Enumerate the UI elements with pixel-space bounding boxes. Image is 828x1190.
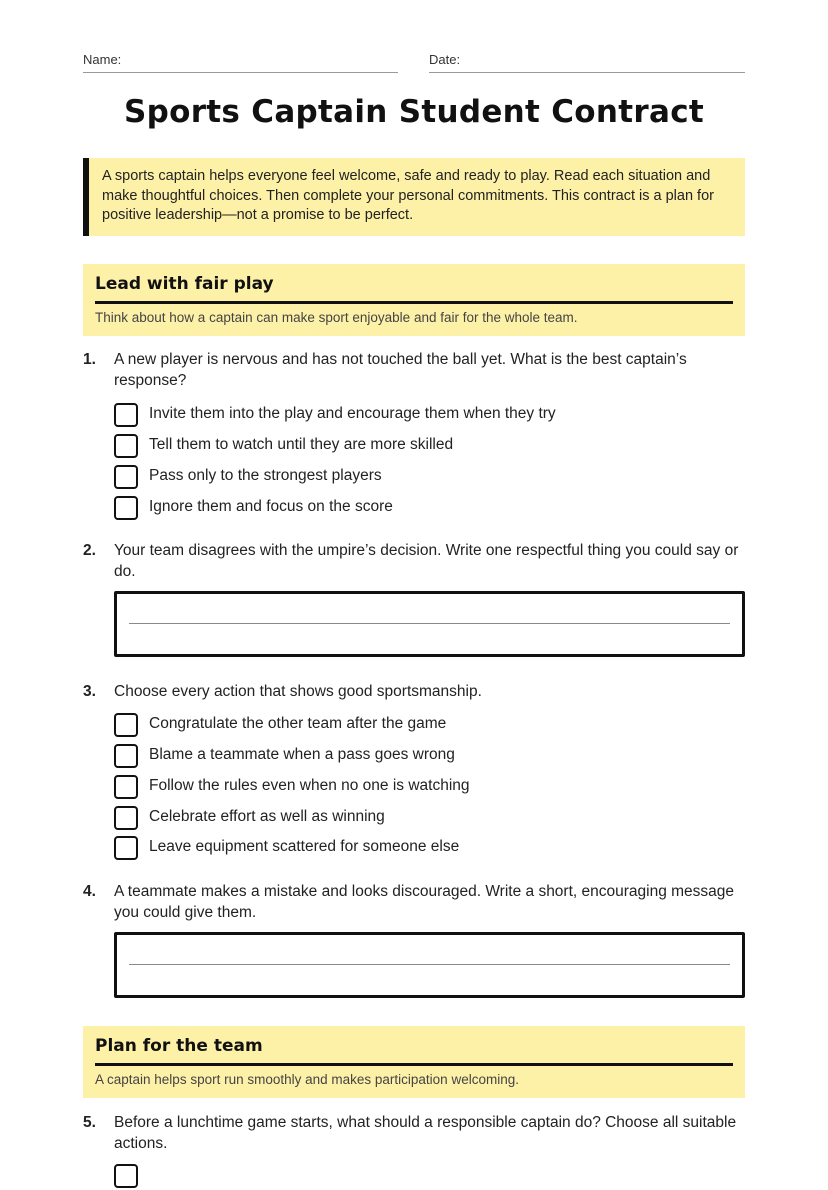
checkbox[interactable] xyxy=(114,744,138,768)
checkbox[interactable] xyxy=(114,1164,138,1188)
question-text: Choose every action that shows good sportsmanship. xyxy=(114,683,482,700)
section-fair-play xyxy=(83,264,745,336)
student-info-row xyxy=(83,52,745,74)
checkbox[interactable] xyxy=(114,465,138,489)
option-label: Ignore them and focus on the score xyxy=(149,498,393,515)
page-title: Sports Captain Student Contract xyxy=(124,94,704,130)
option-label: Tell them to watch until they are more skilled xyxy=(149,436,454,453)
name-label: Name: xyxy=(83,52,122,67)
name-field[interactable] xyxy=(83,52,398,73)
option-checkbox[interactable] xyxy=(114,496,734,522)
option-checkbox[interactable] xyxy=(114,434,734,460)
option-label: Follow the rules even when no one is watching xyxy=(149,777,470,794)
section-plan-for-team xyxy=(83,1026,745,1098)
option-checkbox[interactable] xyxy=(114,465,734,491)
checkbox[interactable] xyxy=(114,836,138,860)
option-checkbox[interactable] xyxy=(114,1164,734,1190)
question-number: 4. xyxy=(83,883,96,900)
checkbox[interactable] xyxy=(114,806,138,830)
question-number: 2. xyxy=(83,542,96,559)
question-text: Your team disagrees with the umpire’s decision. Write one respectful thing you could say or do. xyxy=(114,542,739,580)
option-label: Blame a teammate when a pass goes wrong xyxy=(149,746,455,763)
option-checkbox[interactable] xyxy=(114,744,734,770)
question-text: Before a lunchtime game starts, what should a responsible captain do? Choose all suitable actions. xyxy=(114,1114,737,1152)
option-checkbox[interactable] xyxy=(114,403,734,429)
checkbox[interactable] xyxy=(114,775,138,799)
question-number: 1. xyxy=(83,351,96,368)
question-text: A new player is nervous and has not touched the ball yet. What is the best captain’s response? xyxy=(114,351,687,389)
option-label: Celebrate effort as well as winning xyxy=(149,808,385,825)
option-label: Invite them into the play and encourage them when they try xyxy=(149,405,556,422)
question-number: 5. xyxy=(83,1114,96,1131)
checkbox[interactable] xyxy=(114,713,138,737)
option-checkbox[interactable] xyxy=(114,775,734,801)
option-label: Pass only to the strongest players xyxy=(149,467,382,484)
section-subtitle: A captain helps sport run smoothly and makes participation welcoming. xyxy=(95,1072,519,1087)
intro-callout: A sports captain helps everyone feel welcome, safe and ready to play. Read each situation and make thoughtful choices. Then complete your personal commitments. This contract is a plan for positive leadership—not a promise to be perfect. xyxy=(83,158,745,236)
section-title: Lead with fair play xyxy=(95,264,733,304)
option-checkbox[interactable] xyxy=(114,806,734,832)
checkbox[interactable] xyxy=(114,496,138,520)
section-subtitle: Think about how a captain can make sport enjoyable and fair for the whole team. xyxy=(95,310,578,325)
question-number: 3. xyxy=(83,683,96,700)
date-field[interactable] xyxy=(429,52,745,73)
question-text: A teammate makes a mistake and looks discouraged. Write a short, encouraging message you could give them. xyxy=(114,883,735,921)
option-label: Congratulate the other team after the game xyxy=(149,715,447,732)
answer-box[interactable] xyxy=(114,591,745,657)
checkbox[interactable] xyxy=(114,403,138,427)
writing-line xyxy=(129,964,730,965)
option-label: Leave equipment scattered for someone else xyxy=(149,838,460,855)
date-label: Date: xyxy=(429,52,461,67)
option-checkbox[interactable] xyxy=(114,836,734,862)
section-title: Plan for the team xyxy=(95,1026,733,1066)
option-checkbox[interactable] xyxy=(114,713,734,739)
writing-line xyxy=(129,623,730,624)
answer-box[interactable] xyxy=(114,932,745,998)
checkbox[interactable] xyxy=(114,434,138,458)
